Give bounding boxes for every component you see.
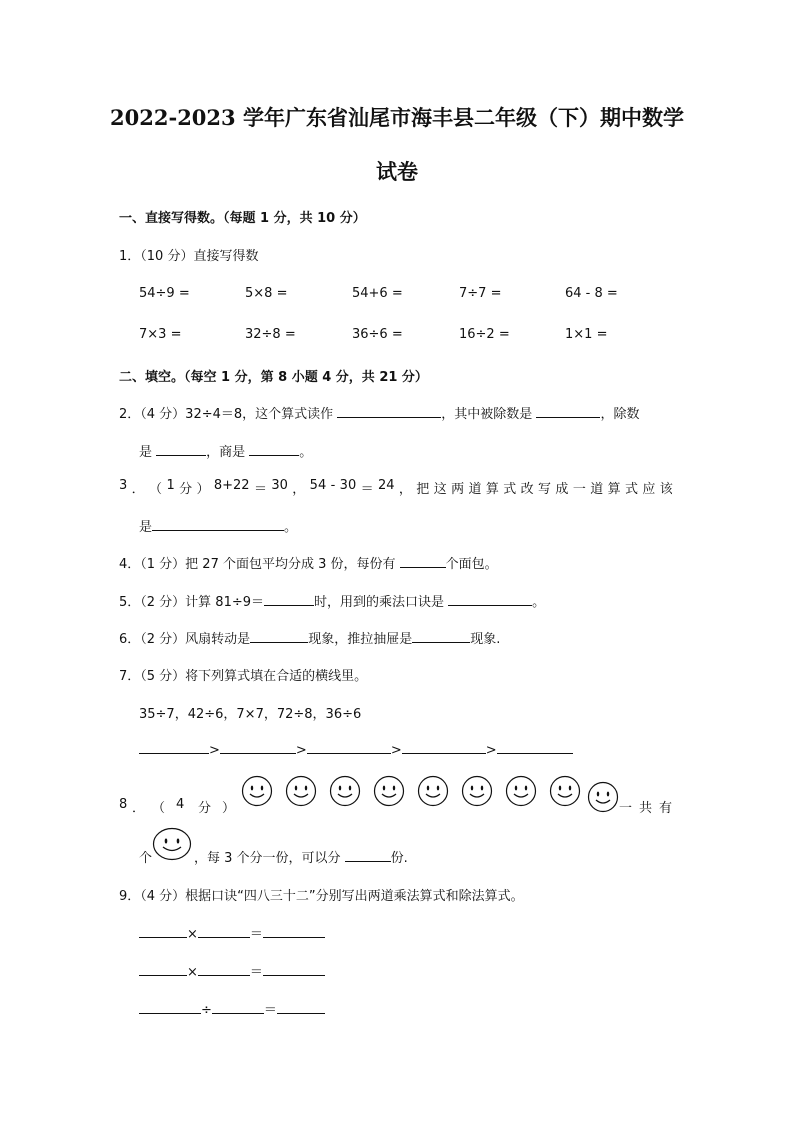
- q5-blank-result[interactable]: [264, 593, 314, 606]
- q3-text: 。: [284, 520, 298, 535]
- q5-line: [119, 591, 545, 610]
- q9-eq: ＝: [249, 965, 263, 980]
- q1-item: 7÷7 =: [459, 286, 502, 301]
- q9-blank[interactable]: [198, 963, 250, 976]
- q3-text: 是: [139, 520, 153, 535]
- q8-lp: （: [152, 801, 166, 816]
- section2-heading: 二、填空。（每空 1 分，第 8 小题 4 分，共 21 分）: [119, 370, 428, 385]
- q3-blank-combined[interactable]: [152, 518, 284, 531]
- q2-text: 是: [139, 445, 157, 460]
- q5-text: 时，用到的乘法口诀是: [314, 595, 449, 610]
- q6-text: 6．（2 分）风扇转动是: [119, 632, 251, 647]
- q9-blank[interactable]: [139, 963, 187, 976]
- q3-token: 写: [538, 482, 552, 497]
- q8-rp: ）: [222, 801, 236, 816]
- q3-token: 30: [339, 478, 357, 493]
- q8-text: 份.: [390, 851, 408, 866]
- q3-token: 30: [271, 478, 288, 493]
- smiley-face-icon: [587, 781, 619, 813]
- q7-blank[interactable]: [220, 741, 296, 754]
- q3-token: 1: [166, 478, 175, 493]
- q9-mult-line: [139, 923, 325, 942]
- q6-line: [119, 628, 500, 647]
- q7-blank[interactable]: [402, 741, 486, 754]
- q7-gt: >: [390, 743, 402, 758]
- q3-token: ）: [196, 482, 210, 497]
- q6-text: 现象，推拉抽屉是: [308, 632, 413, 647]
- q7-blank[interactable]: [307, 741, 391, 754]
- q2-blank-reading[interactable]: [337, 405, 441, 418]
- q3-token: （: [149, 482, 163, 497]
- q1-item: 7×3 =: [139, 327, 182, 342]
- q3-token: 8+22: [213, 478, 250, 493]
- q2-blank-divisor[interactable]: [156, 443, 206, 456]
- q1-item: 5×8 =: [245, 286, 288, 301]
- q1-item: 54÷9 =: [139, 286, 190, 301]
- smiley-face-icon: [461, 775, 493, 807]
- q6-text: 现象.: [470, 632, 501, 647]
- q3-token: -: [330, 478, 336, 493]
- q3-token: 3: [119, 478, 128, 493]
- q3-token: 算: [485, 482, 499, 497]
- q1-item: 32÷8 =: [245, 327, 296, 342]
- smiley-face-icon: [373, 775, 405, 807]
- q5-text: 。: [532, 595, 546, 610]
- q8-unit: 分: [198, 801, 212, 816]
- smiley-face-icon: [417, 775, 449, 807]
- q3-line1: [119, 478, 673, 497]
- q3-token: 应: [642, 482, 656, 497]
- q3-token: 该: [659, 482, 673, 497]
- q4-text: 个面包。: [445, 557, 498, 572]
- q8-dot: ．: [132, 801, 146, 816]
- q8-answer-line: [194, 847, 408, 866]
- q3-token: 道: [468, 482, 482, 497]
- smiley-face-icon: [505, 775, 537, 807]
- q3-token: 分: [179, 482, 193, 497]
- q8-tail: 有: [659, 801, 673, 816]
- smiley-face-icon: [549, 775, 581, 807]
- q9-op: ×: [187, 927, 198, 942]
- q3-token: 把: [416, 482, 430, 497]
- q9-blank[interactable]: [139, 1001, 201, 1014]
- q8-tail: 共: [639, 801, 653, 816]
- q8-blank[interactable]: [345, 849, 391, 862]
- q2-blank-dividend[interactable]: [536, 405, 600, 418]
- q1-label: 1．（10 分）直接写得数: [119, 249, 259, 264]
- q3-token: 两: [451, 482, 465, 497]
- q7-blank[interactable]: [139, 741, 209, 754]
- page-title-line2: 试卷: [376, 159, 418, 184]
- q2-line2: [139, 441, 312, 460]
- q2-text: ，除数: [600, 407, 640, 422]
- q8-num: 8: [119, 797, 128, 812]
- q3-token: 一: [572, 482, 586, 497]
- q2-text: ，商是: [206, 445, 250, 460]
- smiley-face-icon: [285, 775, 317, 807]
- q3-token: 式: [503, 482, 517, 497]
- q2-line1: [119, 403, 639, 422]
- q5-blank-rhyme[interactable]: [448, 593, 532, 606]
- section1-heading: 一、直接写得数。（每题 1 分，共 10 分）: [119, 211, 366, 226]
- q9-op: ×: [187, 965, 198, 980]
- q3-token: 改: [520, 482, 534, 497]
- q4-blank[interactable]: [400, 555, 446, 568]
- q3-line2: [139, 516, 297, 535]
- q7-label: 7．（5 分）将下列算式填在合适的横线里。: [119, 669, 368, 684]
- q3-token: 成: [555, 482, 569, 497]
- q3-token: 这: [433, 482, 447, 497]
- q3-token: ，: [398, 482, 412, 497]
- q9-blank[interactable]: [139, 925, 187, 938]
- q1-item: 1×1 =: [565, 327, 608, 342]
- q9-div-line: [139, 999, 325, 1018]
- q3-token: 54: [309, 478, 327, 493]
- q9-op: ÷: [201, 1003, 212, 1018]
- q7-blank[interactable]: [497, 741, 573, 754]
- q3-token: ．: [131, 482, 145, 497]
- q2-blank-quotient[interactable]: [249, 443, 299, 456]
- q3-token: 式: [624, 482, 638, 497]
- q2-text: 。: [299, 445, 313, 460]
- q9-blank[interactable]: [198, 925, 250, 938]
- page-title-line1: 2022-2023 学年广东省汕尾市海丰县二年级（下）期中数学: [110, 105, 684, 130]
- smiley-face-icon: [152, 827, 192, 861]
- q3-token: 道: [590, 482, 604, 497]
- q3-token: ，: [292, 482, 306, 497]
- q1-item: 54+6 =: [352, 286, 403, 301]
- q3-token: 24: [377, 478, 395, 493]
- q2-text: 2．（4 分）32÷4＝8，这个算式读作: [119, 407, 338, 422]
- q8-text: 个: [139, 851, 153, 866]
- q5-text: 5．（2 分）计算 81÷9＝: [119, 595, 265, 610]
- q8-tail: 一: [619, 801, 633, 816]
- q9-blank[interactable]: [263, 963, 325, 976]
- q1-item: 36÷6 =: [352, 327, 403, 342]
- q7-gt: >: [209, 743, 220, 758]
- q9-label: 9．（4 分）根据口诀“四八三十二”分别写出两道乘法算式和除法算式。: [119, 889, 524, 904]
- q9-blank[interactable]: [212, 1001, 264, 1014]
- q7-order-line: [139, 741, 573, 758]
- q3-token: ＝: [360, 482, 374, 497]
- q1-item: 64 - 8 =: [565, 286, 618, 301]
- smiley-face-icon: [329, 775, 361, 807]
- q2-text: ，其中被除数是: [441, 407, 537, 422]
- q4-text: 4．（1 分）把 27 个面包平均分成 3 份，每份有: [119, 557, 400, 572]
- q1-item: 16÷2 =: [459, 327, 510, 342]
- q4-line: [119, 553, 498, 572]
- q9-mult-line: [139, 961, 325, 980]
- q9-eq: ＝: [249, 927, 263, 942]
- q9-blank[interactable]: [277, 1001, 325, 1014]
- smiley-face-icon: [241, 775, 273, 807]
- q8-text: ，每 3 个分一份，可以分: [194, 851, 345, 866]
- q9-eq: ＝: [263, 1003, 277, 1018]
- q7-gt: >: [485, 743, 497, 758]
- q6-blank-drawer[interactable]: [412, 630, 470, 643]
- q7-expressions: 35÷7，42÷6，7×7，72÷8，36÷6: [139, 707, 362, 722]
- q7-gt: >: [295, 743, 307, 758]
- q9-blank[interactable]: [263, 925, 325, 938]
- q6-blank-fan[interactable]: [250, 630, 308, 643]
- q8-score: 4: [176, 797, 185, 812]
- q3-token: ＝: [253, 482, 267, 497]
- q3-token: 算: [607, 482, 621, 497]
